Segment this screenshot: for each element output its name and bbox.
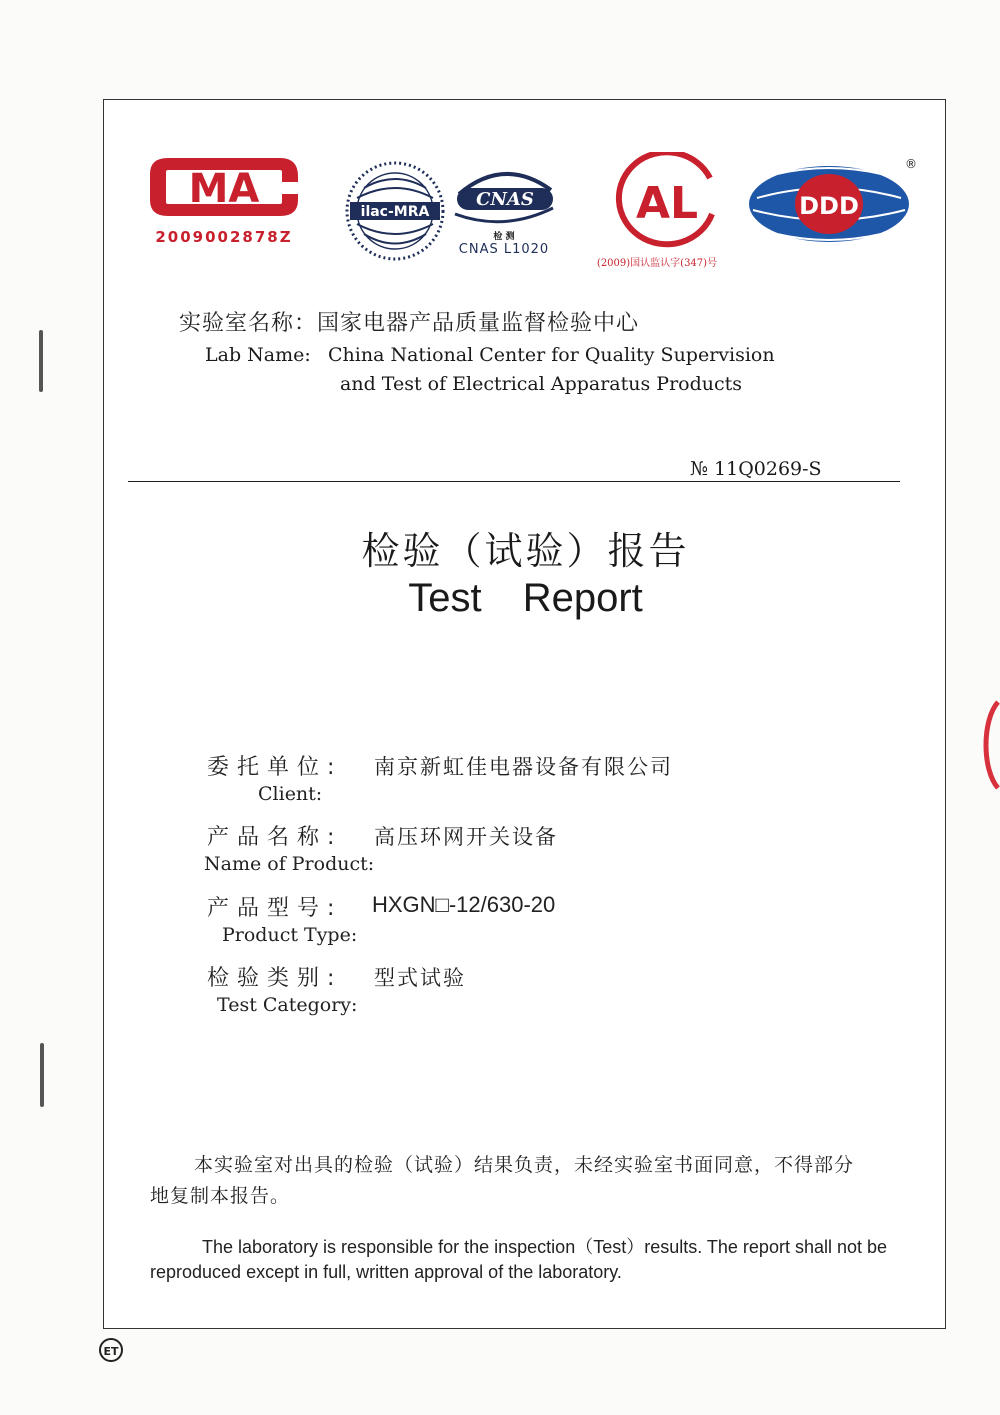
ilac-mra-logo <box>342 158 448 268</box>
cnas-code: CNAS L1020 <box>458 242 550 257</box>
binder-mark-bottom <box>40 1043 44 1107</box>
lab-name-en-line1: China National Center for Quality Supervision <box>328 344 775 366</box>
report-number: № 11Q0269-S <box>690 458 822 480</box>
test-category-label-en: Test Category: <box>217 994 358 1016</box>
cma-logo <box>144 152 304 246</box>
ilac-globe-icon <box>342 158 448 264</box>
report-title-cn: 检验（试验）报告 <box>361 529 690 573</box>
report-cover-frame <box>103 99 946 1329</box>
product-type-label-cn: 产品型号: <box>207 896 343 921</box>
cal-logo <box>582 152 732 269</box>
cal-seal-icon <box>612 152 722 248</box>
cal-code: (2009)国认监认字(347)号 <box>596 258 718 269</box>
test-category-label-cn: 检验类别: <box>207 966 343 991</box>
cqc-globe-icon <box>747 158 917 248</box>
product-type-value: HXGN□-12/630-20 <box>372 892 556 917</box>
ilac-text: ilac-MRA <box>360 204 430 220</box>
cma-letters: MA <box>188 166 260 212</box>
report-title-en: Test Report <box>408 576 643 620</box>
disclaimer-en: The laboratory is responsible for the inspection（Test）results. The report shall not be reproduced except in full, written approval of the laboratory. <box>150 1237 888 1282</box>
product-name-value: 高压环网开关设备 <box>374 825 558 849</box>
seal-edge-mark <box>976 700 1000 790</box>
lab-name-cn: 实验室名称：国家电器产品质量监督检验中心 <box>179 311 640 336</box>
stamp-text: ET <box>103 1345 119 1358</box>
product-name-label-cn: 产品名称: <box>207 825 343 850</box>
client-label-cn: 委托单位: <box>207 755 343 780</box>
cnas-logo <box>449 160 559 257</box>
lab-name-en-line2: and Test of Electrical Apparatus Products <box>340 373 743 395</box>
cnas-sub: 检 测 <box>493 232 515 242</box>
cnas-badge-icon <box>449 160 559 228</box>
client-value: 南京新虹佳电器设备有限公司 <box>374 755 673 779</box>
cma-mark-icon <box>144 152 304 222</box>
cqc-letters: DDD <box>799 192 859 220</box>
lab-name-en-label: Lab Name: <box>205 344 311 366</box>
binder-mark-top <box>39 330 43 392</box>
report-number-rule <box>128 481 900 482</box>
registered-mark: ® <box>905 158 917 171</box>
cnas-text: CNAS <box>476 189 534 210</box>
et-stamp-icon <box>98 1337 124 1363</box>
cma-code: 2009002878Z <box>155 228 293 246</box>
test-category-value: 型式试验 <box>374 966 466 990</box>
product-name-label-en: Name of Product: <box>204 853 375 875</box>
client-label-en: Client: <box>258 783 323 805</box>
product-type-label-en: Product Type: <box>222 924 358 946</box>
disclaimer-cn: 本实验室对出具的检验（试验）结果负责，未经实验室书面同意，不得部分地复制本报告。 <box>150 1154 855 1207</box>
cal-letters: AL <box>635 178 699 229</box>
cqc-logo <box>747 158 917 252</box>
